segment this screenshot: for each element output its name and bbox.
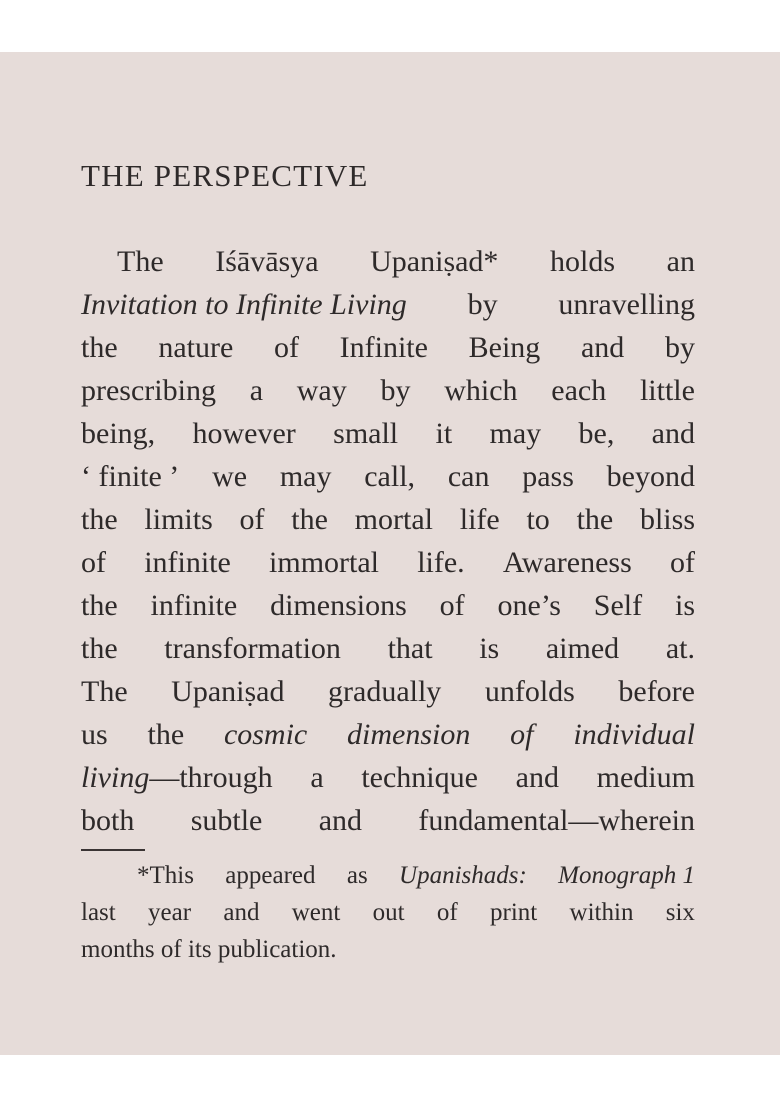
word: of — [273, 331, 299, 364]
italic-word: living — [81, 761, 150, 794]
word: being, — [81, 417, 156, 450]
word: and — [580, 331, 625, 364]
word: the — [291, 503, 328, 536]
word: mortal — [354, 503, 433, 536]
word: The — [117, 245, 164, 278]
word: subtle — [190, 804, 263, 837]
word: both — [81, 804, 135, 837]
chapter-heading: THE PERSPECTIVE — [81, 158, 369, 193]
word: we — [212, 460, 248, 493]
word: and — [651, 417, 695, 450]
word: fundamental—wherein — [418, 804, 695, 837]
footnote-line — [81, 931, 695, 968]
word: is — [674, 589, 695, 622]
word: dimensions — [270, 589, 407, 622]
word: the — [81, 331, 118, 364]
word: Self — [593, 589, 643, 622]
word: life — [459, 503, 500, 536]
footnote-rule — [81, 849, 145, 851]
text-line — [81, 498, 695, 541]
word: the — [81, 503, 118, 536]
word: print — [490, 899, 538, 926]
footnote-line — [81, 894, 695, 931]
text-line — [81, 283, 695, 326]
italic-word: individual — [573, 718, 695, 751]
word: however — [192, 417, 296, 450]
text-line — [81, 756, 695, 799]
word: the — [576, 503, 614, 536]
word: pass — [522, 460, 574, 493]
word: *This — [137, 862, 194, 889]
text-line — [81, 455, 695, 498]
word: at. — [665, 632, 695, 665]
word: to — [526, 503, 550, 536]
word: which — [444, 374, 518, 407]
word: before — [618, 675, 695, 708]
book-page — [0, 52, 780, 1055]
italic-word: dimension — [347, 718, 471, 751]
word: Upaniṣad — [171, 675, 285, 708]
word: within — [569, 899, 634, 926]
word: appeared — [225, 862, 316, 889]
word: of — [81, 546, 106, 579]
text-line — [81, 713, 695, 756]
italic-word: of — [510, 718, 534, 751]
word: transformation — [164, 632, 341, 665]
word: us — [81, 718, 108, 751]
word: year — [148, 899, 192, 926]
word: the — [81, 632, 118, 665]
italic-word: Upanishads: — [399, 862, 527, 889]
text-line — [81, 326, 695, 369]
italic-word: cosmic — [223, 718, 308, 751]
word: unravelling — [558, 288, 695, 321]
word: months of its publication. — [81, 936, 337, 963]
word: gradually — [328, 675, 442, 708]
word: each — [551, 374, 607, 407]
word: aimed — [545, 632, 620, 665]
word: beyond — [606, 460, 695, 493]
word: can — [447, 460, 490, 493]
word: little — [639, 374, 695, 407]
word: may — [489, 417, 542, 450]
word: out — [372, 899, 405, 926]
word: may — [279, 460, 332, 493]
word: of — [439, 589, 465, 622]
word: bliss — [639, 503, 695, 536]
word: last — [81, 899, 116, 926]
word: the — [147, 718, 185, 751]
word: an — [666, 245, 695, 278]
word: be, — [578, 417, 615, 450]
text-line — [81, 627, 695, 670]
word: unfolds — [484, 675, 575, 708]
word: of — [436, 899, 458, 926]
word: as — [346, 862, 368, 889]
word: Upaniṣad* — [370, 245, 499, 278]
italic-phrase: Invitation to Infinite Living — [81, 288, 407, 321]
text-line — [81, 584, 695, 627]
word: Being — [468, 331, 541, 364]
word: went — [291, 899, 341, 926]
body-paragraph — [81, 240, 695, 842]
word: the — [81, 589, 118, 622]
word: of — [239, 503, 265, 536]
word: that — [387, 632, 433, 665]
word: holds — [550, 245, 616, 278]
word: medium — [596, 761, 695, 794]
text-line — [81, 240, 695, 283]
text-line — [81, 799, 695, 842]
word: limits — [144, 503, 213, 536]
word: is — [479, 632, 500, 665]
word: technique — [361, 761, 478, 794]
footnote — [81, 857, 695, 968]
word: and — [515, 761, 559, 794]
italic-word: Monograph 1 — [558, 862, 695, 889]
text-line — [81, 369, 695, 412]
word: —through — [149, 761, 273, 794]
footnote-line — [81, 857, 695, 894]
word: Iśāvāsya — [215, 245, 319, 278]
word: Awareness — [502, 546, 632, 579]
word: infinite — [150, 589, 238, 622]
word: nature — [158, 331, 234, 364]
word: six — [665, 899, 695, 926]
word: Infinite — [339, 331, 428, 364]
text-line — [81, 670, 695, 713]
word: and — [223, 899, 260, 926]
word: immortal — [269, 546, 380, 579]
word: by — [467, 288, 498, 321]
word: of — [669, 546, 695, 579]
word: a — [310, 761, 324, 794]
word: one’s — [497, 589, 561, 622]
text-line — [81, 541, 695, 584]
word: call, — [364, 460, 416, 493]
word: ‘ finite ’ — [81, 460, 180, 493]
word: The — [81, 675, 128, 708]
word: infinite — [144, 546, 231, 579]
text-line — [81, 412, 695, 455]
word: small — [333, 417, 399, 450]
word: it — [435, 417, 453, 450]
word: a — [249, 374, 264, 407]
word: prescribing — [81, 374, 216, 407]
word: by — [380, 374, 411, 407]
word: life. — [417, 546, 465, 579]
word: and — [318, 804, 363, 837]
word: by — [664, 331, 695, 364]
word: way — [296, 374, 347, 407]
